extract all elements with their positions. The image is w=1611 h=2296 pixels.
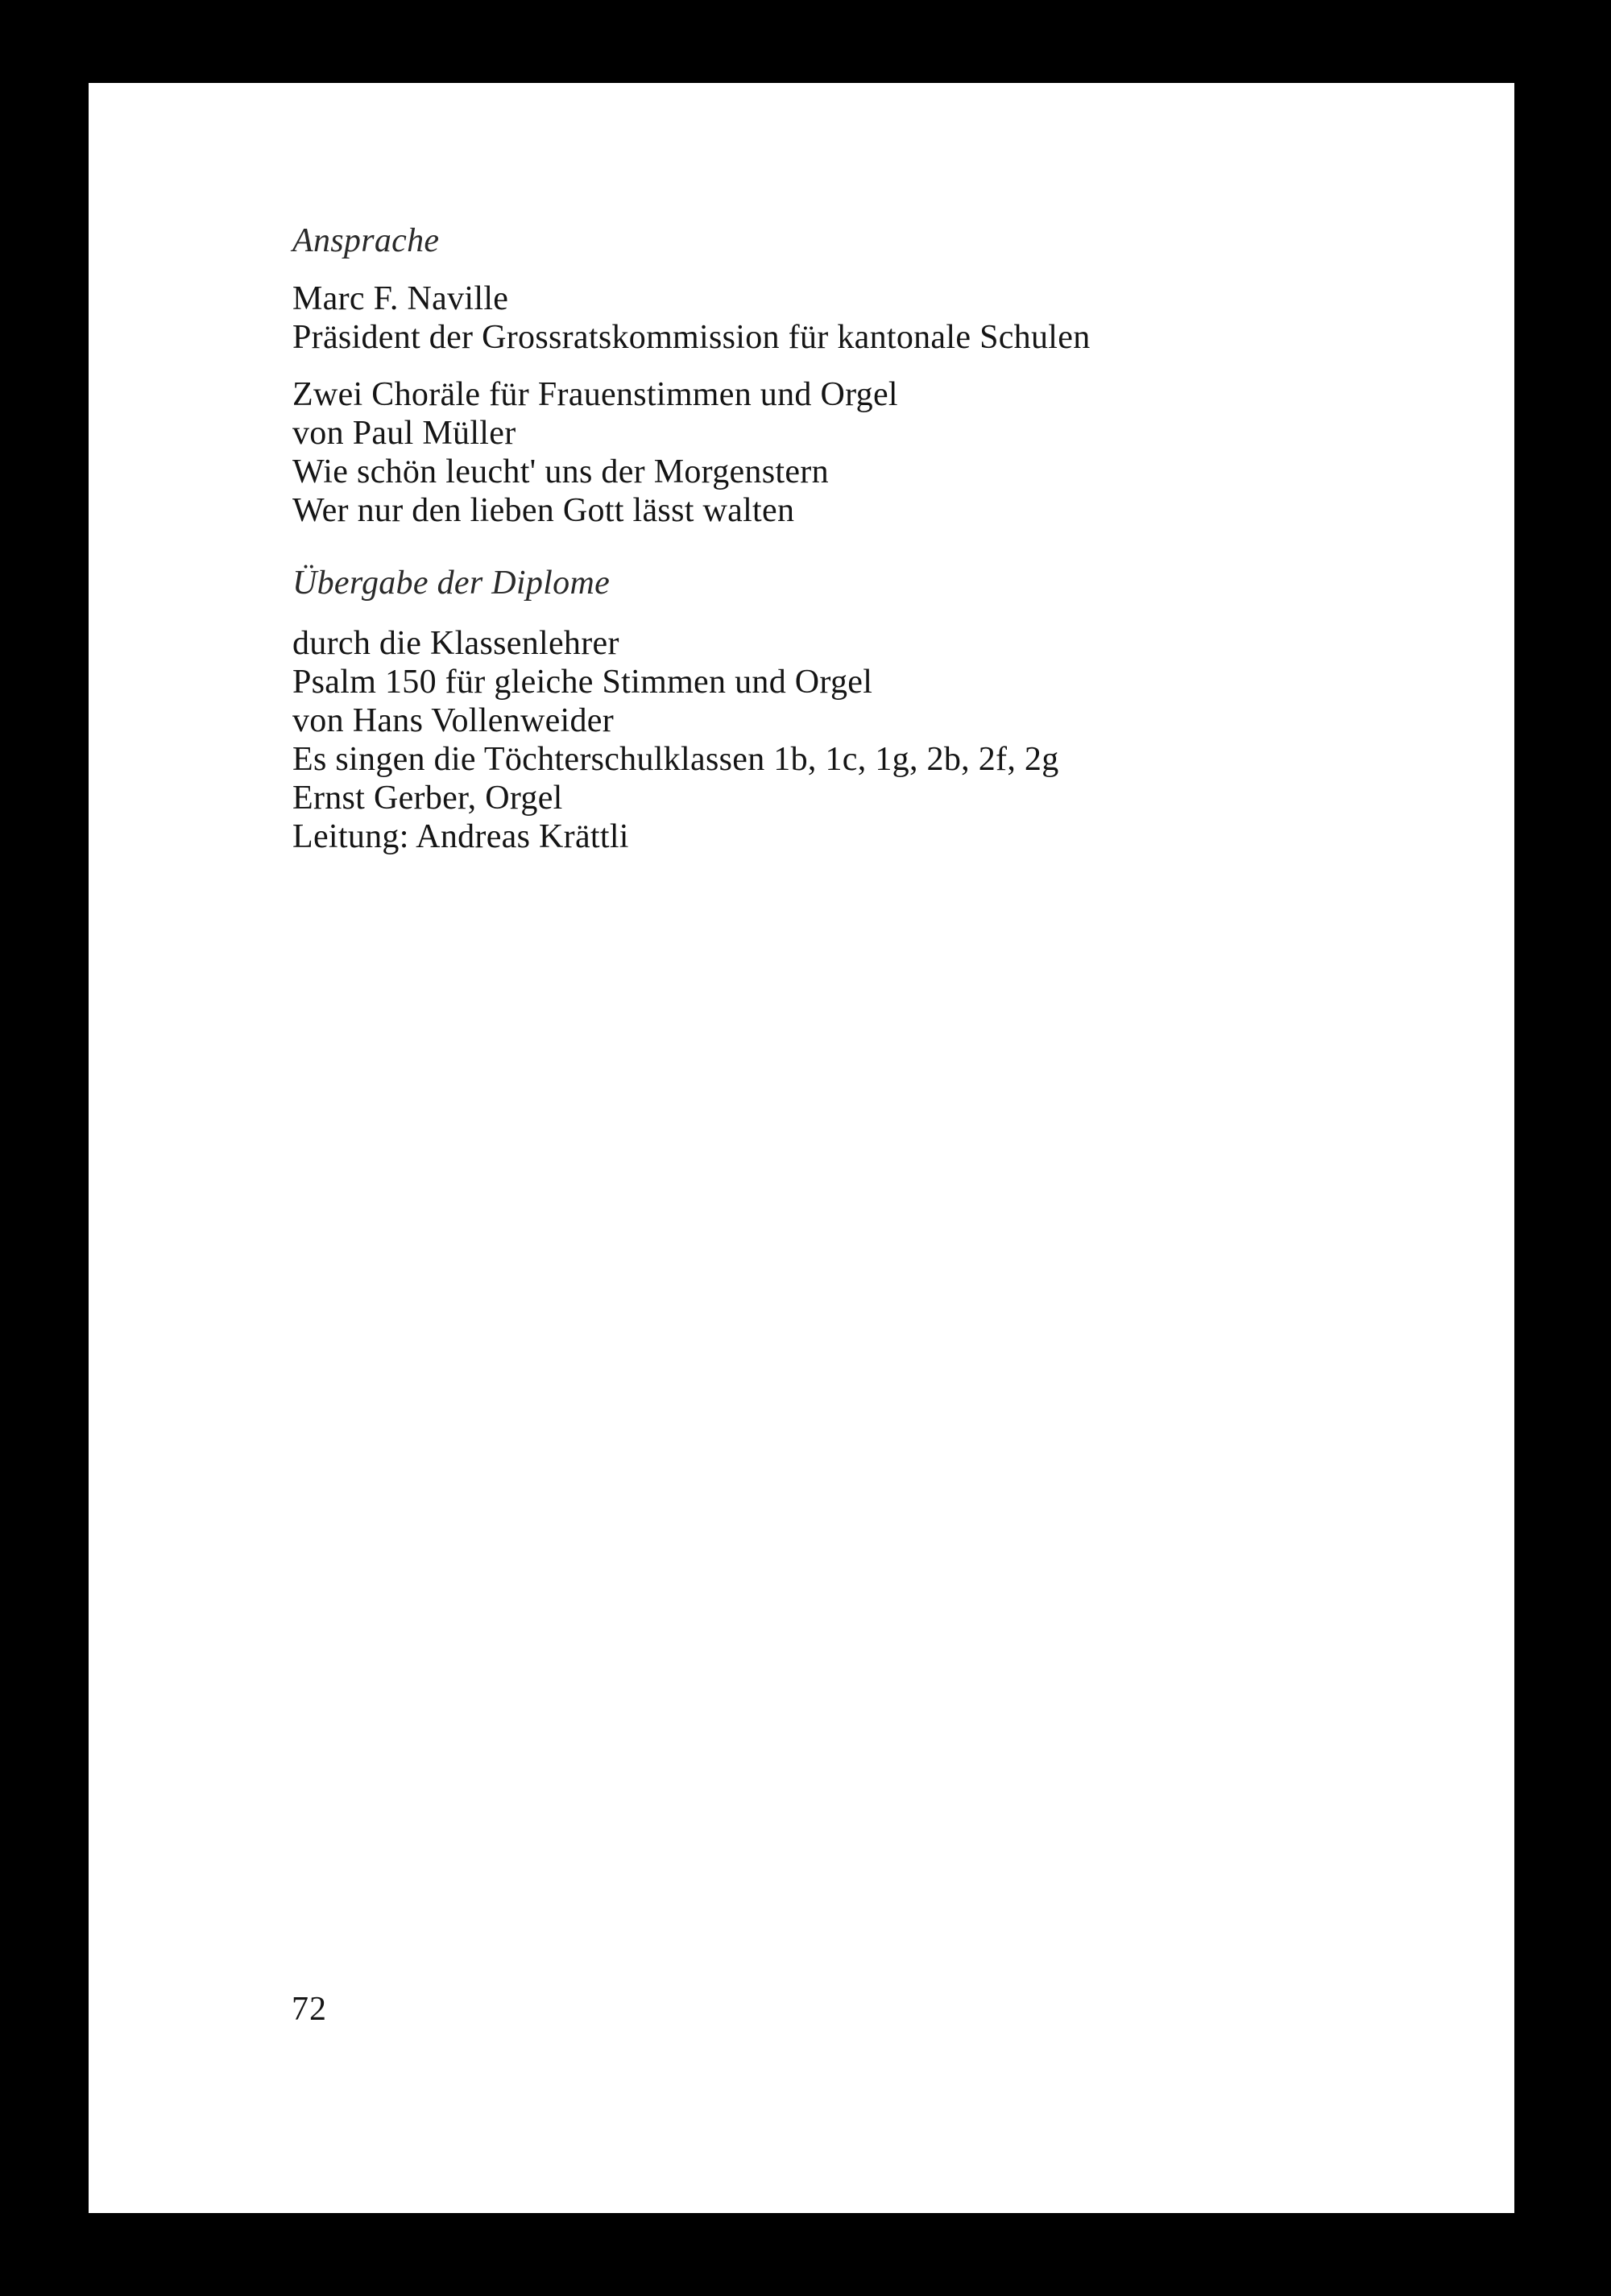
heading-ansprache: Ansprache [292,222,440,259]
psalm-composer: von Hans Vollenweider [292,702,615,739]
chorale-2: Wer nur den lieben Gott lässt walten [292,492,795,529]
music-composer: von Paul Müller [292,415,516,452]
heading-diplome: Übergabe der Diplome [292,565,611,602]
conductor: Leitung: Andreas Krättli [292,818,629,855]
speaker-role: Präsident der Grossratskommission für kantonale Schulen [292,319,1091,356]
diplome-by: durch die Klassenlehrer [292,625,619,662]
chorale-1: Wie schön leucht' uns der Morgenstern [292,453,829,490]
organist: Ernst Gerber, Orgel [292,780,563,817]
page-number: 72 [292,1991,327,2028]
document-page [89,83,1514,2213]
music-title: Zwei Choräle für Frauenstimmen und Orgel [292,376,898,413]
speaker-name: Marc F. Naville [292,280,509,317]
singers: Es singen die Töchterschulklassen 1b, 1c, 1g, 2b, 2f, 2g [292,741,1059,778]
psalm-title: Psalm 150 für gleiche Stimmen und Orgel [292,664,873,701]
